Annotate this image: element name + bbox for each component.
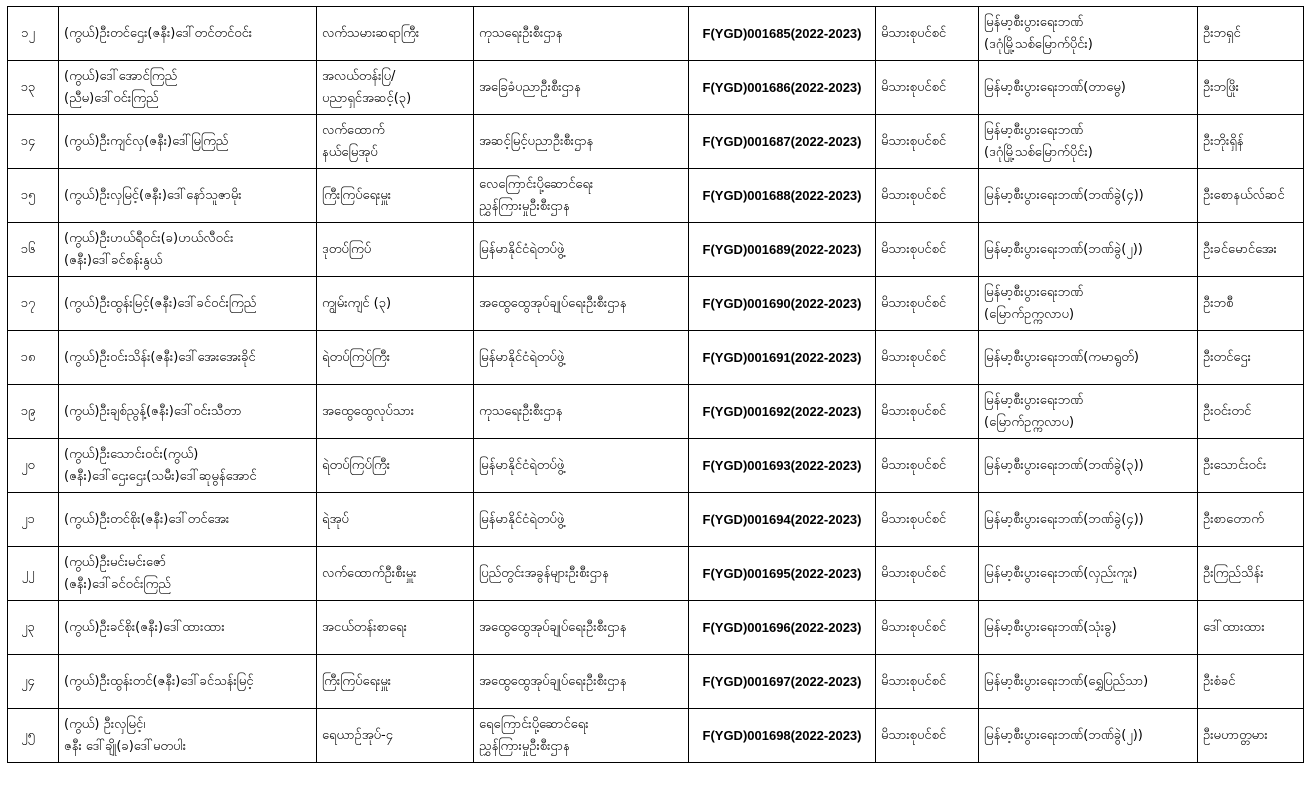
department-cell: [474, 709, 689, 763]
pensioner-name-cell: [59, 169, 317, 223]
occupation-cell: [317, 115, 474, 169]
department-line: ကုသရေးဦးစီးဌာန: [479, 25, 563, 41]
table-body: [8, 7, 1304, 763]
serial-number-cell: ၁၈: [8, 331, 59, 385]
department-cell: [474, 601, 689, 655]
occupation-line: လက်ထောက်ဦးစီးမှူး: [322, 565, 417, 581]
pensioner-name-line: (ကွယ်)ဦးဟယ်ရီဝင်း(ခ)ဟယ်လီဝင်း: [64, 230, 234, 246]
pension-category-cell: မိသားစုပင်စင်: [876, 709, 979, 763]
bank-branch-cell: [979, 709, 1198, 763]
bank-branch-cell: [979, 115, 1198, 169]
registration-number-cell: F(YGD)001695(2022-2023): [689, 547, 876, 601]
registration-number-cell: F(YGD)001688(2022-2023): [689, 169, 876, 223]
department-cell: [474, 277, 689, 331]
department-line: ရေကြောင်းပို့ဆောင်ရေး: [479, 716, 589, 732]
occupation-line: ရေယာဉ်အုပ်-၄: [322, 727, 394, 743]
occupation-line: လက်ထောက်: [322, 122, 385, 138]
occupation-cell: [317, 439, 474, 493]
pensioner-name-cell: [59, 115, 317, 169]
pension-category-cell: မိသားစုပင်စင်: [876, 223, 979, 277]
department-cell: [474, 7, 689, 61]
table-row: [8, 115, 1304, 169]
occupation-line: နယ်မြေအုပ်: [322, 144, 378, 160]
recipient-name-cell: ဦးစံခင်: [1198, 655, 1304, 709]
bank-branch-line: မြန်မာ့စီးပွားရေးဘဏ်: [984, 14, 1084, 30]
pension-category-cell: မိသားစုပင်စင်: [876, 277, 979, 331]
table-row: [8, 331, 1304, 385]
bank-branch-line: မြန်မာ့စီးပွားရေးဘဏ်(ဘဏ်ခွဲ(၃)): [984, 457, 1144, 473]
pension-category-cell: မိသားစုပင်စင်: [876, 601, 979, 655]
occupation-cell: [317, 655, 474, 709]
serial-number-cell: ၂၂: [8, 547, 59, 601]
bank-branch-cell: [979, 601, 1198, 655]
registration-number-cell: F(YGD)001694(2022-2023): [689, 493, 876, 547]
recipient-name-cell: ဦးစာတောက်: [1198, 493, 1304, 547]
department-line: အထွေထွေအုပ်ချုပ်ရေးဦးစီးဌာန: [479, 673, 627, 689]
department-cell: [474, 655, 689, 709]
pensioner-name-cell: [59, 385, 317, 439]
recipient-name-cell: ဦးကြည်သိန်း: [1198, 547, 1304, 601]
serial-number-cell: ၁၄: [8, 115, 59, 169]
serial-number-cell: ၂၀: [8, 439, 59, 493]
serial-number-cell: ၁၃: [8, 61, 59, 115]
pensioner-name-line: (ဇနီး)ဒေါ်ခင်စန်းနွယ်: [64, 252, 163, 268]
bank-branch-cell: [979, 493, 1198, 547]
pensioner-name-cell: [59, 277, 317, 331]
pensioner-name-line: (ကွယ်)ဦးတင်ဌေး(ဇနီး)ဒေါ်တင်တင်ဝင်း: [64, 25, 253, 41]
department-line: မြန်မာနိုင်ငံရဲတပ်ဖွဲ့: [479, 241, 565, 257]
pensioner-name-line: (ညီမ)ဒေါ်ဝင်းကြည်: [64, 90, 159, 106]
serial-number-cell: ၁၅: [8, 169, 59, 223]
bank-branch-cell: [979, 385, 1198, 439]
recipient-name-cell: ဦးတင်ဌေး: [1198, 331, 1304, 385]
pension-category-cell: မိသားစုပင်စင်: [876, 547, 979, 601]
pension-category-cell: မိသားစုပင်စင်: [876, 385, 979, 439]
pension-category-cell: မိသားစုပင်စင်: [876, 61, 979, 115]
occupation-cell: [317, 61, 474, 115]
bank-branch-line: မြန်မာ့စီးပွားရေးဘဏ်(လှည်းကူး): [984, 565, 1138, 581]
bank-branch-line: မြန်မာ့စီးပွားရေးဘဏ်: [984, 284, 1084, 300]
department-cell: [474, 331, 689, 385]
pensioner-name-line: (ဇနီး)ဒေါ်ဌေးဌေး(သမီး)ဒေါ်ဆုမွန်အောင်: [64, 468, 257, 484]
occupation-cell: [317, 709, 474, 763]
bank-branch-cell: [979, 547, 1198, 601]
pensioner-name-cell: [59, 709, 317, 763]
recipient-name-cell: ဦးဝင်းတင်: [1198, 385, 1304, 439]
occupation-line: ကြီးကြပ်ရေးမှူး: [322, 187, 392, 203]
occupation-cell: [317, 277, 474, 331]
pensioner-name-line: (ကွယ်) ဦးလှမြင့်၊: [64, 716, 146, 732]
occupation-line: ရဲတပ်ကြပ်ကြီး: [322, 349, 391, 365]
bank-branch-line: မြန်မာ့စီးပွားရေးဘဏ်(ဘဏ်ခွဲ(၂)): [984, 241, 1143, 257]
pension-category-cell: မိသားစုပင်စင်: [876, 493, 979, 547]
registration-number-cell: F(YGD)001689(2022-2023): [689, 223, 876, 277]
bank-branch-line: မြန်မာ့စီးပွားရေးဘဏ်(ဘဏ်ခွဲ(၄)): [984, 511, 1144, 527]
pension-category-cell: မိသားစုပင်စင်: [876, 655, 979, 709]
occupation-line: ကြီးကြပ်ရေးမှူး: [322, 673, 392, 689]
table-row: [8, 277, 1304, 331]
occupation-cell: [317, 331, 474, 385]
pensioner-name-cell: [59, 655, 317, 709]
serial-number-cell: ၂၁: [8, 493, 59, 547]
bank-branch-line: မြန်မာ့စီးပွားရေးဘဏ်(သုံးခွ): [984, 619, 1117, 635]
table-row: [8, 7, 1304, 61]
department-cell: [474, 223, 689, 277]
pensioner-name-line: (ကွယ်)ဦးထွန်းတင်(ဇနီး)ဒေါ်ခင်သန်းမြင့်: [64, 673, 254, 689]
pensioner-name-line: (ကွယ်)ဦးတင်စိုး(ဇနီး)ဒေါ်တင်အေး: [64, 511, 230, 527]
pension-category-cell: မိသားစုပင်စင်: [876, 439, 979, 493]
registration-number-cell: F(YGD)001698(2022-2023): [689, 709, 876, 763]
department-line: ပြည်တွင်းအခွန်များဦးစီးဌာန: [479, 565, 609, 581]
recipient-name-cell: ဦးမဟာတ္တမား: [1198, 709, 1304, 763]
department-cell: [474, 61, 689, 115]
occupation-cell: [317, 169, 474, 223]
registration-number-cell: F(YGD)001696(2022-2023): [689, 601, 876, 655]
pensioner-name-line: (ကွယ်)ဦးမင်းမင်းဇော်: [64, 554, 167, 570]
bank-branch-cell: [979, 277, 1198, 331]
department-line: အခြေခံပညာဦးစီးဌာန: [479, 79, 581, 95]
department-line: ကုသရေးဦးစီးဌာန: [479, 403, 563, 419]
pensioner-name-line: (ဇနီး)ဒေါ်ခင်ဝင်းကြည်: [64, 576, 171, 592]
serial-number-cell: ၂၅: [8, 709, 59, 763]
bank-branch-line: (မြောက်ဥက္ကလာပ): [984, 414, 1075, 430]
recipient-name-cell: ဦးစောနယ်လ်ဆင်: [1198, 169, 1304, 223]
department-line: အဆင့်မြင့်ပညာဦးစီးဌာန: [479, 133, 594, 149]
registration-number-cell: F(YGD)001697(2022-2023): [689, 655, 876, 709]
table-row: [8, 601, 1304, 655]
recipient-name-cell: ဦးသောင်းဝင်း: [1198, 439, 1304, 493]
recipient-name-cell: ဦးဘစီ: [1198, 277, 1304, 331]
serial-number-cell: ၂၄: [8, 655, 59, 709]
bank-branch-line: (ဒဂုံမြို့သစ်မြောက်ပိုင်း): [984, 36, 1093, 52]
bank-branch-cell: [979, 439, 1198, 493]
occupation-cell: [317, 493, 474, 547]
bank-branch-cell: [979, 331, 1198, 385]
table-row: [8, 709, 1304, 763]
pension-category-cell: မိသားစုပင်စင်: [876, 115, 979, 169]
pensioner-name-line: (ကွယ်)ဦးလှမြင့်(ဇနီး)ဒေါ်နော်သူဇာမိုး: [64, 187, 242, 203]
registration-number-cell: F(YGD)001690(2022-2023): [689, 277, 876, 331]
department-cell: [474, 493, 689, 547]
occupation-cell: [317, 223, 474, 277]
bank-branch-cell: [979, 655, 1198, 709]
table-row: [8, 655, 1304, 709]
pensioner-name-cell: [59, 601, 317, 655]
pension-category-cell: မိသားစုပင်စင်: [876, 7, 979, 61]
pensioner-name-line: ဇနီး ဒေါ်ချို(ခ)ဒေါ်မတပါး: [64, 738, 187, 754]
pension-list-sheet: [7, 6, 1303, 763]
pensioner-name-line: (ကွယ်)ဦးဝင်းသိန်း(ဇနီး)ဒေါ်အေးအေးခိုင်: [64, 349, 256, 365]
occupation-cell: [317, 547, 474, 601]
recipient-name-cell: ဦးဘရှင်: [1198, 7, 1304, 61]
pensioner-name-cell: [59, 493, 317, 547]
bank-branch-cell: [979, 169, 1198, 223]
table-row: [8, 169, 1304, 223]
department-cell: [474, 439, 689, 493]
table-row: [8, 493, 1304, 547]
pensioner-name-line: (ကွယ်)ဦးထွန်းမြင့်(ဇနီး)ဒေါ်ခင်ဝင်းကြည်: [64, 295, 257, 311]
pension-category-cell: မိသားစုပင်စင်: [876, 169, 979, 223]
pensioner-name-cell: [59, 61, 317, 115]
table-row: [8, 61, 1304, 115]
occupation-line: ဒုတပ်ကြပ်: [322, 241, 372, 257]
department-line: ညွှန်ကြားမှုဦးစီးဌာန: [479, 738, 570, 754]
serial-number-cell: ၁၂: [8, 7, 59, 61]
occupation-line: ပညာရှင်အဆင့်(၃): [322, 90, 412, 106]
registration-number-cell: F(YGD)001686(2022-2023): [689, 61, 876, 115]
table-row: [8, 547, 1304, 601]
pensioner-name-line: (ကွယ်)ဦးကျင်လှ(ဇနီး)ဒေါ်မြကြည်: [64, 133, 229, 149]
recipient-name-cell: ဦးဘဖြိုး: [1198, 61, 1304, 115]
pension-category-cell: မိသားစုပင်စင်: [876, 331, 979, 385]
bank-branch-line: မြန်မာ့စီးပွားရေးဘဏ်(ရွှေပြည်သာ): [984, 673, 1149, 689]
occupation-cell: [317, 601, 474, 655]
department-cell: [474, 385, 689, 439]
registration-number-cell: F(YGD)001687(2022-2023): [689, 115, 876, 169]
department-line: အထွေထွေအုပ်ချုပ်ရေးဦးစီးဌာန: [479, 295, 627, 311]
bank-branch-line: မြန်မာ့စီးပွားရေးဘဏ်: [984, 392, 1084, 408]
occupation-line: အထွေထွေလုပ်သား: [322, 403, 415, 419]
pension-table: [7, 6, 1304, 763]
department-cell: [474, 115, 689, 169]
bank-branch-line: မြန်မာ့စီးပွားရေးဘဏ်(တာမွေ): [984, 79, 1126, 95]
occupation-cell: [317, 7, 474, 61]
bank-branch-line: (ဒဂုံမြို့သစ်မြောက်ပိုင်း): [984, 144, 1093, 160]
pensioner-name-cell: [59, 331, 317, 385]
table-row: [8, 439, 1304, 493]
pensioner-name-cell: [59, 439, 317, 493]
registration-number-cell: F(YGD)001692(2022-2023): [689, 385, 876, 439]
pensioner-name-line: (ကွယ်)ဦးချစ်ညွန့်(ဇနီး)ဒေါ်ဝင်းသီတာ: [64, 403, 242, 419]
department-line: အထွေထွေအုပ်ချုပ်ရေးဦးစီးဌာန: [479, 619, 627, 635]
pensioner-name-cell: [59, 223, 317, 277]
table-row: [8, 385, 1304, 439]
bank-branch-line: (မြောက်ဥက္ကလာပ): [984, 306, 1075, 322]
department-line: ညွှန်ကြားမှုဦးစီးဌာန: [479, 198, 570, 214]
serial-number-cell: ၁၇: [8, 277, 59, 331]
occupation-cell: [317, 385, 474, 439]
pensioner-name-cell: [59, 547, 317, 601]
bank-branch-line: မြန်မာ့စီးပွားရေးဘဏ်(ဘဏ်ခွဲ(၄)): [984, 187, 1144, 203]
bank-branch-line: မြန်မာ့စီးပွားရေးဘဏ်: [984, 122, 1084, 138]
serial-number-cell: ၁၉: [8, 385, 59, 439]
serial-number-cell: ၁၆: [8, 223, 59, 277]
bank-branch-line: မြန်မာ့စီးပွားရေးဘဏ်(ဘဏ်ခွဲ(၂)): [984, 727, 1143, 743]
occupation-line: အလယ်တန်းပြ/: [322, 68, 396, 84]
serial-number-cell: ၂၃: [8, 601, 59, 655]
occupation-line: ရဲအုပ်: [322, 511, 349, 527]
pensioner-name-line: (ကွယ်)ဦးသောင်းဝင်း(ကွယ်): [64, 446, 199, 462]
bank-branch-line: မြန်မာ့စီးပွားရေးဘဏ်(ကမာရွတ်): [984, 349, 1139, 365]
occupation-line: ကျွမ်းကျင် (၃): [322, 295, 392, 311]
registration-number-cell: F(YGD)001691(2022-2023): [689, 331, 876, 385]
bank-branch-cell: [979, 223, 1198, 277]
occupation-line: လက်သမားဆရာကြီး: [322, 25, 420, 41]
bank-branch-cell: [979, 7, 1198, 61]
recipient-name-cell: ဒေါ်ထားထား: [1198, 601, 1304, 655]
department-line: မြန်မာနိုင်ငံရဲတပ်ဖွဲ့: [479, 457, 565, 473]
pensioner-name-cell: [59, 7, 317, 61]
registration-number-cell: F(YGD)001693(2022-2023): [689, 439, 876, 493]
pensioner-name-line: (ကွယ်)ဒေါ်အောင်ကြည်: [64, 68, 178, 84]
department-line: မြန်မာနိုင်ငံရဲတပ်ဖွဲ့: [479, 349, 565, 365]
department-line: မြန်မာနိုင်ငံရဲတပ်ဖွဲ့: [479, 511, 565, 527]
occupation-line: ရဲတပ်ကြပ်ကြီး: [322, 457, 391, 473]
registration-number-cell: F(YGD)001685(2022-2023): [689, 7, 876, 61]
occupation-line: အငယ်တန်းစာရေး: [322, 619, 407, 635]
recipient-name-cell: ဦးခင်မောင်အေး: [1198, 223, 1304, 277]
department-cell: [474, 547, 689, 601]
department-cell: [474, 169, 689, 223]
recipient-name-cell: ဦးဘိုးရှိန်: [1198, 115, 1304, 169]
pensioner-name-line: (ကွယ်)ဦးခင်စိုး(ဇနီး)ဒေါ်ထားထား: [64, 619, 225, 635]
bank-branch-cell: [979, 61, 1198, 115]
table-row: [8, 223, 1304, 277]
department-line: လေကြောင်းပို့ဆောင်ရေး: [479, 176, 594, 192]
